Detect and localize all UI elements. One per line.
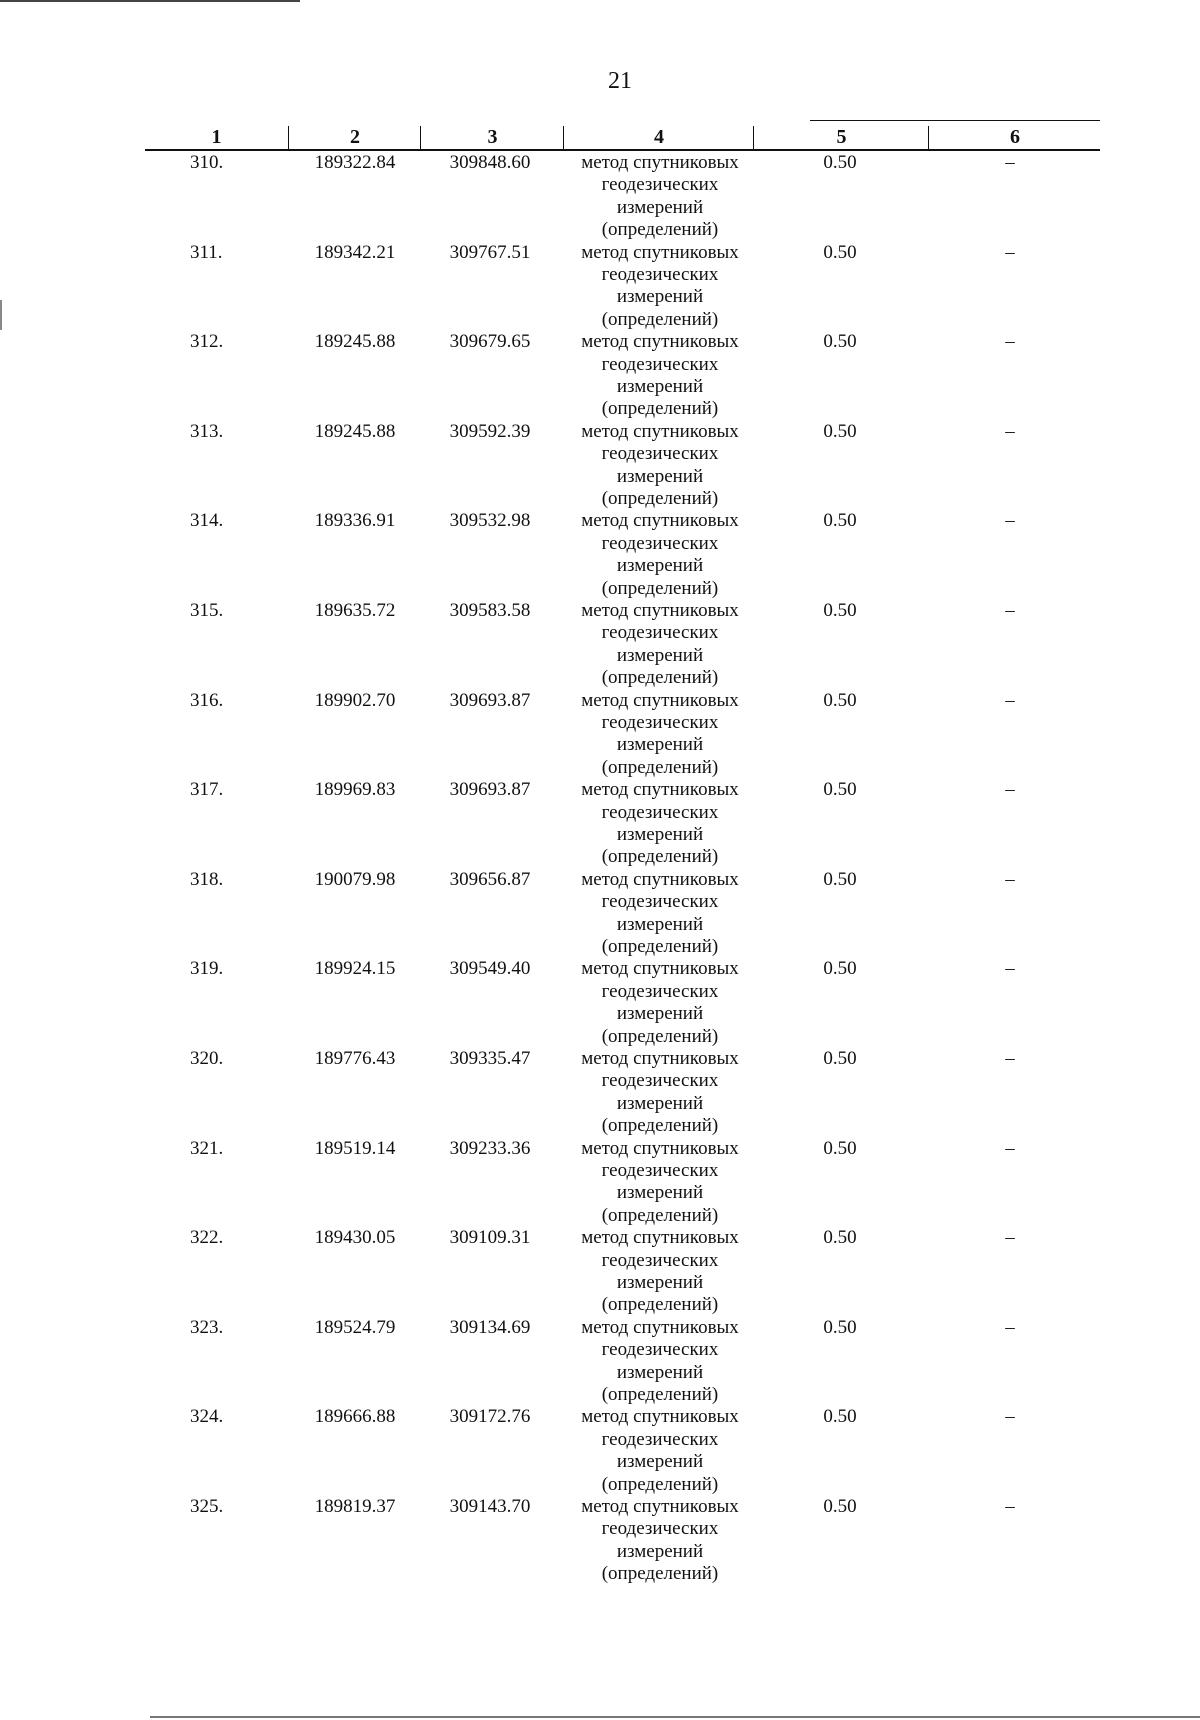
coordinate-y: 309172.76 — [449, 1406, 531, 1428]
column-header-1: 1 — [211, 126, 222, 148]
point-number: 315. — [190, 599, 224, 621]
coordinate-x: 189524.79 — [314, 1316, 396, 1338]
coordinate-y: 309767.51 — [449, 241, 531, 263]
note-dash: – — [1005, 599, 1015, 621]
table-body — [0, 152, 1200, 1586]
table-row — [0, 869, 1200, 959]
accuracy-value: 0.50 — [823, 1406, 857, 1428]
accuracy-value: 0.50 — [823, 599, 857, 621]
column-header-4: 4 — [563, 126, 754, 149]
coordinate-y: 309693.87 — [449, 689, 531, 711]
note-dash: – — [1005, 868, 1015, 890]
method-text: метод спутниковых геодезических измерений (определений) — [581, 599, 739, 689]
table-row — [0, 1048, 1200, 1138]
coordinate-y: 309549.40 — [449, 958, 531, 980]
note-dash: – — [1005, 420, 1015, 442]
scan-edge-top — [0, 0, 300, 2]
method-text: метод спутниковых геодезических измерений (определений) — [581, 868, 739, 957]
table-row — [0, 779, 1200, 869]
method-text: метод спутниковых геодезических измерений (определений) — [581, 779, 739, 868]
coordinate-x: 189969.83 — [314, 779, 396, 801]
note-dash: – — [1005, 152, 1015, 173]
table-row — [0, 242, 1200, 332]
point-number: 322. — [190, 1227, 224, 1249]
point-number: 320. — [190, 1047, 224, 1069]
method-text: метод спутниковых геодезических измерений (определений) — [581, 1137, 739, 1226]
accuracy-value: 0.50 — [823, 958, 857, 980]
accuracy-value: 0.50 — [823, 510, 857, 532]
column-header-6: 6 — [928, 126, 1101, 149]
point-number: 310. — [190, 152, 224, 173]
scan-edge-bottom — [150, 1716, 1200, 1718]
table-row — [0, 152, 1200, 242]
coordinate-x: 189819.37 — [314, 1495, 396, 1517]
accuracy-value: 0.50 — [823, 1227, 857, 1249]
table-row — [0, 690, 1200, 780]
table-row — [0, 331, 1200, 421]
method-text: метод спутниковых геодезических измерений (определений) — [581, 958, 739, 1047]
coordinate-x: 189342.21 — [314, 241, 396, 263]
point-number: 323. — [190, 1316, 224, 1338]
point-number: 318. — [190, 868, 224, 890]
coordinate-x: 189322.84 — [314, 152, 396, 173]
accuracy-value: 0.50 — [823, 1495, 857, 1517]
coordinate-y: 309233.36 — [449, 1137, 531, 1159]
coordinate-x: 189776.43 — [314, 1047, 396, 1069]
coordinate-y: 309583.58 — [449, 599, 531, 621]
table-row — [0, 1138, 1200, 1228]
coordinate-x: 190079.98 — [314, 868, 396, 890]
coordinate-y: 309679.65 — [449, 331, 531, 353]
accuracy-value: 0.50 — [823, 420, 857, 442]
coordinate-y: 309134.69 — [449, 1316, 531, 1338]
coordinate-y: 309143.70 — [449, 1495, 531, 1517]
accuracy-value: 0.50 — [823, 1047, 857, 1069]
point-number: 313. — [190, 420, 224, 442]
method-text: метод спутниковых геодезических измерений (определений) — [581, 1316, 739, 1405]
point-number: 314. — [190, 510, 224, 532]
coordinate-y: 309592.39 — [449, 420, 531, 442]
method-text: метод спутниковых геодезических измерений (определений) — [581, 1406, 739, 1495]
coordinate-x: 189336.91 — [314, 510, 396, 532]
method-text: метод спутниковых геодезических измерений (определений) — [581, 689, 739, 778]
note-dash: – — [1005, 510, 1015, 532]
point-number: 317. — [190, 779, 224, 801]
method-text: метод спутниковых геодезических измерений (определений) — [581, 420, 739, 509]
coordinate-y: 309335.47 — [449, 1047, 531, 1069]
note-dash: – — [1005, 1406, 1015, 1428]
point-number: 319. — [190, 958, 224, 980]
coordinate-y: 309848.60 — [449, 152, 531, 173]
coordinate-y: 309693.87 — [449, 779, 531, 801]
column-header-5: 5 — [753, 126, 929, 149]
method-text: метод спутниковых геодезических измерений (определений) — [581, 1227, 739, 1316]
coordinate-x: 189902.70 — [314, 689, 396, 711]
method-text: метод спутниковых геодезических измерений (определений) — [581, 241, 739, 330]
method-text: метод спутниковых геодезических измерений (определений) — [581, 510, 739, 599]
accuracy-value: 0.50 — [823, 689, 857, 711]
accuracy-value: 0.50 — [823, 1137, 857, 1159]
accuracy-value: 0.50 — [823, 331, 857, 353]
note-dash: – — [1005, 779, 1015, 801]
method-text: метод спутниковых геодезических измерений (определений) — [581, 331, 739, 420]
table-row — [0, 1406, 1200, 1496]
coordinate-x: 189519.14 — [314, 1137, 396, 1159]
table-row — [0, 958, 1200, 1048]
coordinate-x: 189430.05 — [314, 1227, 396, 1249]
header-top-rule — [810, 120, 1100, 121]
point-number: 321. — [190, 1137, 224, 1159]
note-dash: – — [1005, 241, 1015, 263]
method-text: метод спутниковых геодезических измерений (определений) — [581, 1495, 739, 1585]
accuracy-value: 0.50 — [823, 152, 857, 173]
note-dash: – — [1005, 958, 1015, 980]
accuracy-value: 0.50 — [823, 868, 857, 890]
page-number: 21 — [608, 68, 632, 94]
point-number: 311. — [190, 241, 223, 263]
accuracy-value: 0.50 — [823, 1316, 857, 1338]
method-text: метод спутниковых геодезических измерений (определений) — [581, 1047, 739, 1137]
table-row — [0, 421, 1200, 511]
note-dash: – — [1005, 1047, 1015, 1069]
table-row — [0, 600, 1200, 690]
table-row — [0, 1227, 1200, 1317]
point-number: 325. — [190, 1495, 224, 1517]
table-header — [145, 126, 1100, 151]
point-number: 324. — [190, 1406, 224, 1428]
method-text: метод спутниковых геодезических измерений (определений) — [581, 152, 739, 241]
coordinate-y: 309656.87 — [449, 868, 531, 890]
table-row — [0, 510, 1200, 600]
note-dash: – — [1005, 1227, 1015, 1249]
note-dash: – — [1005, 689, 1015, 711]
point-number: 316. — [190, 689, 224, 711]
coordinate-x: 189635.72 — [314, 599, 396, 621]
note-dash: – — [1005, 1137, 1015, 1159]
coordinate-x: 189924.15 — [314, 958, 396, 980]
accuracy-value: 0.50 — [823, 779, 857, 801]
table-row — [0, 1496, 1200, 1586]
coordinate-x: 189245.88 — [314, 420, 396, 442]
note-dash: – — [1005, 1495, 1015, 1517]
accuracy-value: 0.50 — [823, 241, 857, 263]
note-dash: – — [1005, 1316, 1015, 1338]
table-row — [0, 1317, 1200, 1407]
coordinate-x: 189666.88 — [314, 1406, 396, 1428]
coordinate-x: 189245.88 — [314, 331, 396, 353]
note-dash: – — [1005, 331, 1015, 353]
point-number: 312. — [190, 331, 224, 353]
coordinate-y: 309532.98 — [449, 510, 531, 532]
column-header-3: 3 — [420, 126, 564, 149]
column-header-2: 2 — [288, 126, 421, 149]
coordinate-y: 309109.31 — [449, 1227, 531, 1249]
